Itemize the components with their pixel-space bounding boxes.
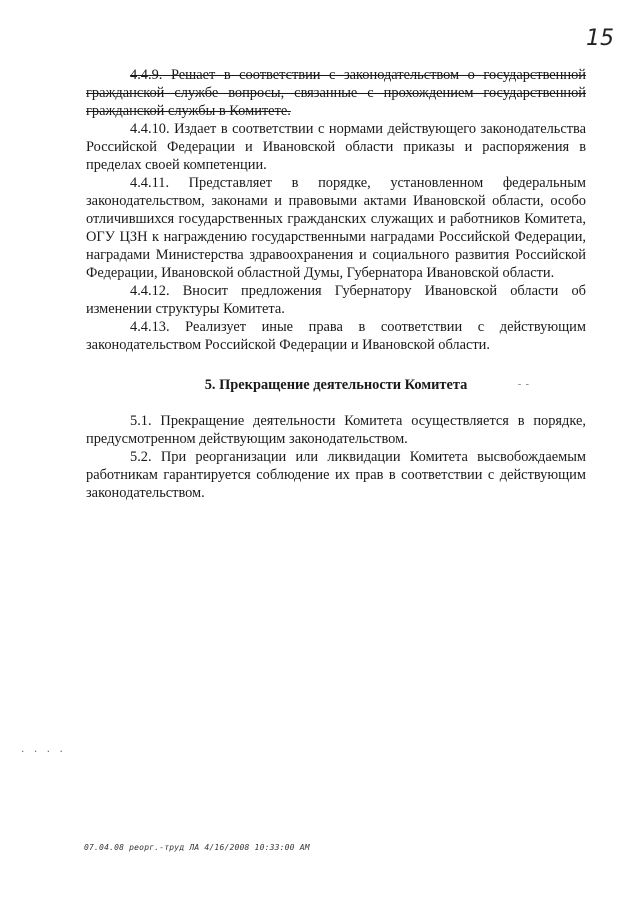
margin-marks: . . . . — [20, 745, 65, 755]
section-heading-text: 5. Прекращение деятельности Комитета — [204, 377, 468, 393]
section-heading — [86, 376, 586, 394]
paragraph-number: 4.4.13. — [130, 319, 170, 335]
document-body — [86, 66, 586, 502]
paragraph-4-4-10 — [86, 120, 586, 174]
paragraph-text: Решает в соответствии с законодательством о государственной гражданской службе вопросы, связанные с прохождением государственной гражданской службы в Комитете. — [86, 67, 586, 119]
paragraph-4-4-11 — [86, 174, 586, 282]
paragraph-number: 4.4.11. — [130, 175, 170, 191]
paragraph-number: 5.2. — [130, 449, 152, 465]
paragraph-4-4-9 — [86, 66, 586, 120]
paragraph-number: 5.1. — [130, 413, 152, 429]
paragraph-5-1 — [86, 412, 586, 448]
paragraph-text: Прекращение деятельности Комитета осуществляется в порядке, предусмотренном действующим законодательством. — [86, 413, 586, 447]
paragraph-text: Представляет в порядке, установленном федеральным законодательством, законами и правовыми актами Ивановской области, особо отличившихся государственных гражданских служащих и работников Комитета, ОГУ ЦЗН к награждению государственными наградами Российской Федерации, наградами Министерства здравоохранения и социального развития Российской Федерации, Ивановской областной Думы, Губернатора Ивановской области. — [86, 175, 587, 281]
paragraph-4-4-13 — [86, 318, 586, 354]
pencil-mark: - - — [517, 379, 530, 390]
paragraph-number: 4.4.9. — [130, 67, 163, 83]
paragraph-text: Вносит предложения Губернатору Ивановской области об изменении структуры Комитета. — [86, 283, 586, 317]
paragraph-number: 4.4.12. — [130, 283, 170, 299]
page-number: 15 — [586, 26, 614, 51]
paragraph-number: 4.4.10. — [130, 121, 170, 137]
paragraph-text: Издает в соответствии с нормами действующего законодательства Российской Федерации и Ивановской области приказы и распоряжения в пределах своей компетенции. — [86, 121, 586, 173]
footer-file-stamp: 07.04.08 реорг.-труд ЛА 4/16/2008 10:33:00 AM — [84, 843, 310, 852]
paragraph-5-2 — [86, 448, 586, 502]
paragraph-4-4-12 — [86, 282, 586, 318]
paragraph-text: При реорганизации или ликвидации Комитета высвобождаемым работникам гарантируется соблюдение их прав в соответствии с действующим законодательством. — [86, 449, 586, 501]
paragraph-text: Реализует иные права в соответствии с действующим законодательством Российской Федерации и Ивановской области. — [86, 319, 586, 353]
